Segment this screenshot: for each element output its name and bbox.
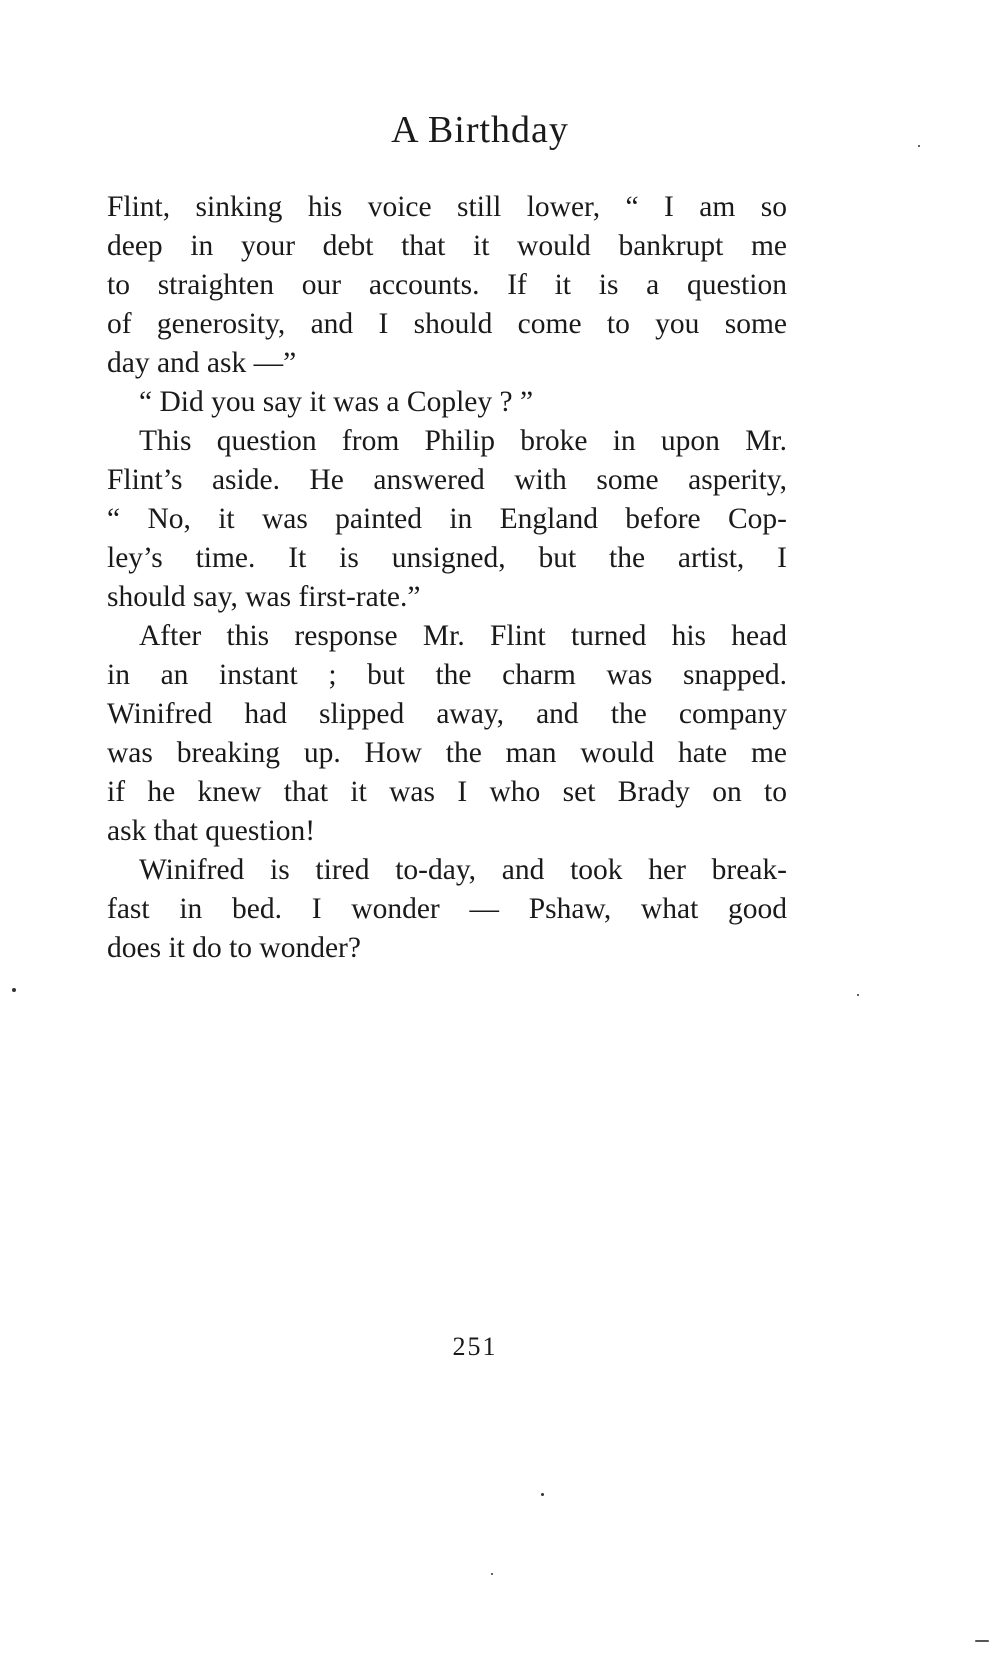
- text-line: ley’s time. It is unsigned, but the artist, I: [107, 542, 787, 574]
- text-line: fast in bed. I wonder — Pshaw, what good: [107, 893, 787, 925]
- text-line: in an instant ; but the charm was snapped.: [107, 659, 787, 691]
- text-line: After this response Mr. Flint turned his head: [139, 620, 787, 652]
- text-line: “ Did you say it was a Copley ? ”: [139, 386, 534, 418]
- text-line: day and ask —”: [107, 347, 297, 379]
- text-line: of generosity, and I should come to you some: [107, 308, 787, 340]
- page-title: [0, 108, 1000, 152]
- text-line: Winifred had slipped away, and the company: [107, 698, 787, 730]
- scan-speck: [491, 1573, 493, 1575]
- body-text: [107, 188, 787, 968]
- scan-speck: [12, 988, 16, 992]
- text-line: was breaking up. How the man would hate me: [107, 737, 787, 769]
- page-number: [0, 1332, 1000, 1362]
- text-line: does it do to wonder?: [107, 932, 361, 964]
- text-line: if he knew that it was I who set Brady on to: [107, 776, 787, 808]
- scan-speck: [975, 1640, 989, 1642]
- text-line: should say, was first-rate.”: [107, 581, 421, 613]
- scan-speck: [857, 994, 859, 996]
- text-line: This question from Philip broke in upon Mr.: [139, 425, 787, 457]
- text-line: ask that question!: [107, 815, 316, 847]
- scan-speck: [918, 145, 920, 147]
- text-line: Winifred is tired to-day, and took her break-: [139, 854, 787, 886]
- text-line: Flint, sinking his voice still lower, “ I am so: [107, 191, 787, 223]
- page-title-text: A Birthday: [391, 109, 569, 151]
- text-line: Flint’s aside. He answered with some asperity,: [107, 464, 787, 496]
- text-line: to straighten our accounts. If it is a question: [107, 269, 787, 301]
- text-line: deep in your debt that it would bankrupt me: [107, 230, 787, 262]
- page-number-text: 251: [452, 1332, 498, 1361]
- text-line: “ No, it was painted in England before Cop-: [107, 503, 787, 535]
- scan-speck: [541, 1493, 544, 1496]
